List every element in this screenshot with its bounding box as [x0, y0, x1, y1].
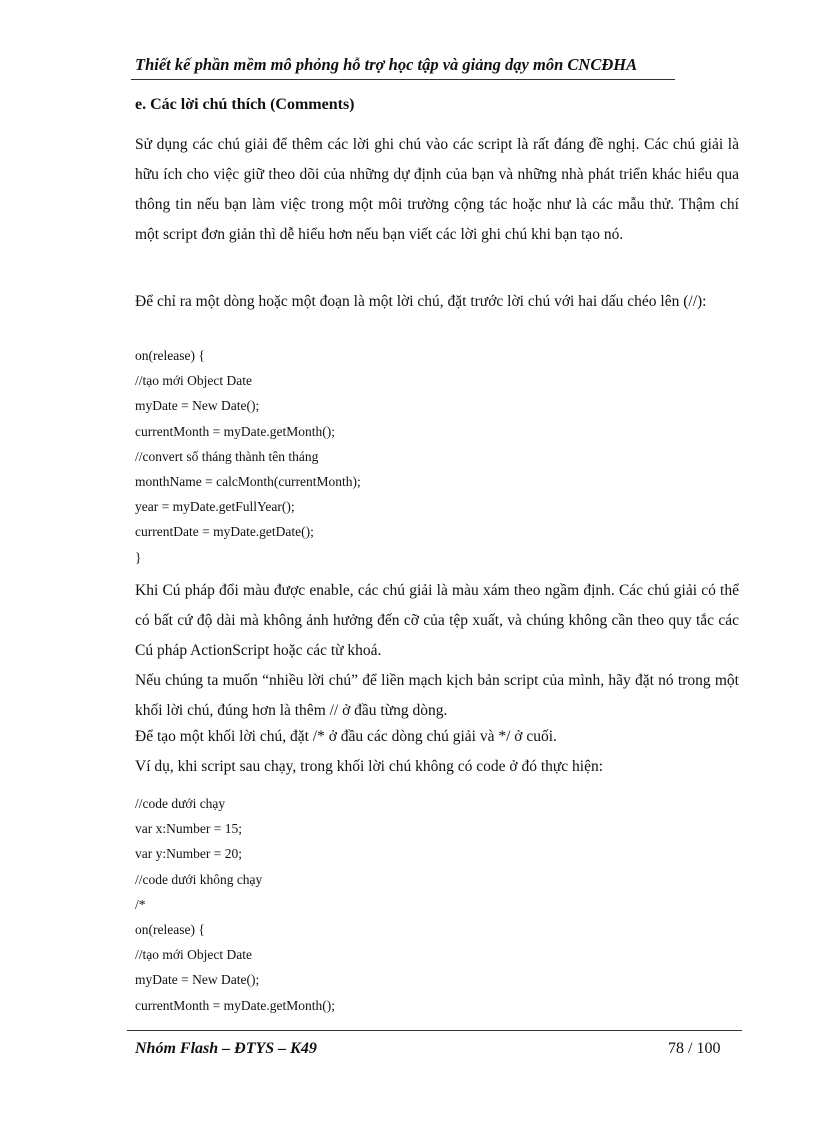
paragraph-syntax-coloring: Khi Cú pháp đổi màu được enable, các chú giải là màu xám theo ngầm định. Các chú giải có thể có bất cứ độ dài mà không ảnh hưởng đến cỡ của tệp xuất, và chúng không cần theo quy tắc các Cú pháp ActionScript hoặc các từ khoá. Nếu chúng ta muốn “nhiều lời chú” để liền mạch kịch bản script của mình, hãy đặt nó trong một khối lời chú, đúng hơn là thêm // ở đầu từng dòng. — [135, 582, 739, 719]
code-block-example-1 — [135, 343, 361, 570]
code-line: year = myDate.getFullYear(); — [135, 499, 295, 515]
code-line: currentMonth = myDate.getMonth(); — [135, 997, 335, 1013]
code-line: //tạo mới Object Date — [135, 947, 252, 963]
page-number: 78 / 100 — [668, 1040, 721, 1057]
paragraph-single-line-comment: Để chỉ ra một dòng hoặc một đoạn là một lời chú, đặt trước lời chú với hai dấu chéo lên (//): — [135, 293, 707, 310]
code-line: } — [135, 549, 142, 565]
code-line: //tạo mới Object Date — [135, 373, 252, 389]
code-line: myDate = New Date(); — [135, 398, 260, 414]
code-line: currentMonth = myDate.getMonth(); — [135, 423, 335, 439]
footer-group-name: Nhóm Flash – ĐTYS – K49 — [135, 1040, 317, 1057]
code-line: /* — [135, 896, 146, 912]
code-line: var x:Number = 15; — [135, 821, 242, 837]
code-line: //code dưới không chạy — [135, 871, 263, 887]
code-line: currentDate = myDate.getDate(); — [135, 524, 314, 540]
code-line: var y:Number = 20; — [135, 846, 242, 862]
code-line: monthName = calcMonth(currentMonth); — [135, 474, 361, 490]
header-divider — [131, 79, 675, 80]
paragraph-comments-intro: Sử dụng các chú giải để thêm các lời ghi chú vào các script là rất đáng đề nghị. Các chú giải là hữu ích cho việc giữ theo dõi của những dự định của bạn và những nhà phát triển khác hiểu qua thông tin nếu bạn làm việc trong một môi trường cộng tác hoặc như là các mẫu thử. Thậm chí một script đơn giản thì dễ hiểu hơn nếu bạn viết các lời ghi chú khi bạn tạo nó. — [135, 136, 739, 243]
code-line: on(release) { — [135, 348, 205, 363]
footer-divider — [127, 1030, 742, 1031]
paragraph-block-comment: Để tạo một khối lời chú, đặt /* ở đầu các dòng chú giải và */ ở cuối. — [135, 728, 557, 745]
code-block-example-2 — [135, 791, 335, 1018]
code-line: on(release) { — [135, 922, 205, 938]
code-line: myDate = New Date(); — [135, 972, 260, 988]
paragraph-example-intro: Ví dụ, khi script sau chạy, trong khối lời chú không có code ở đó thực hiện: — [135, 758, 604, 775]
page-header-title: Thiết kế phần mềm mô phỏng hỗ trợ học tập và giảng dạy môn CNCĐHA — [135, 55, 638, 74]
code-line: //code dưới chạy — [135, 796, 226, 811]
section-heading: e. Các lời chú thích (Comments) — [135, 96, 355, 113]
code-line: //convert số tháng thành tên tháng — [135, 448, 319, 464]
